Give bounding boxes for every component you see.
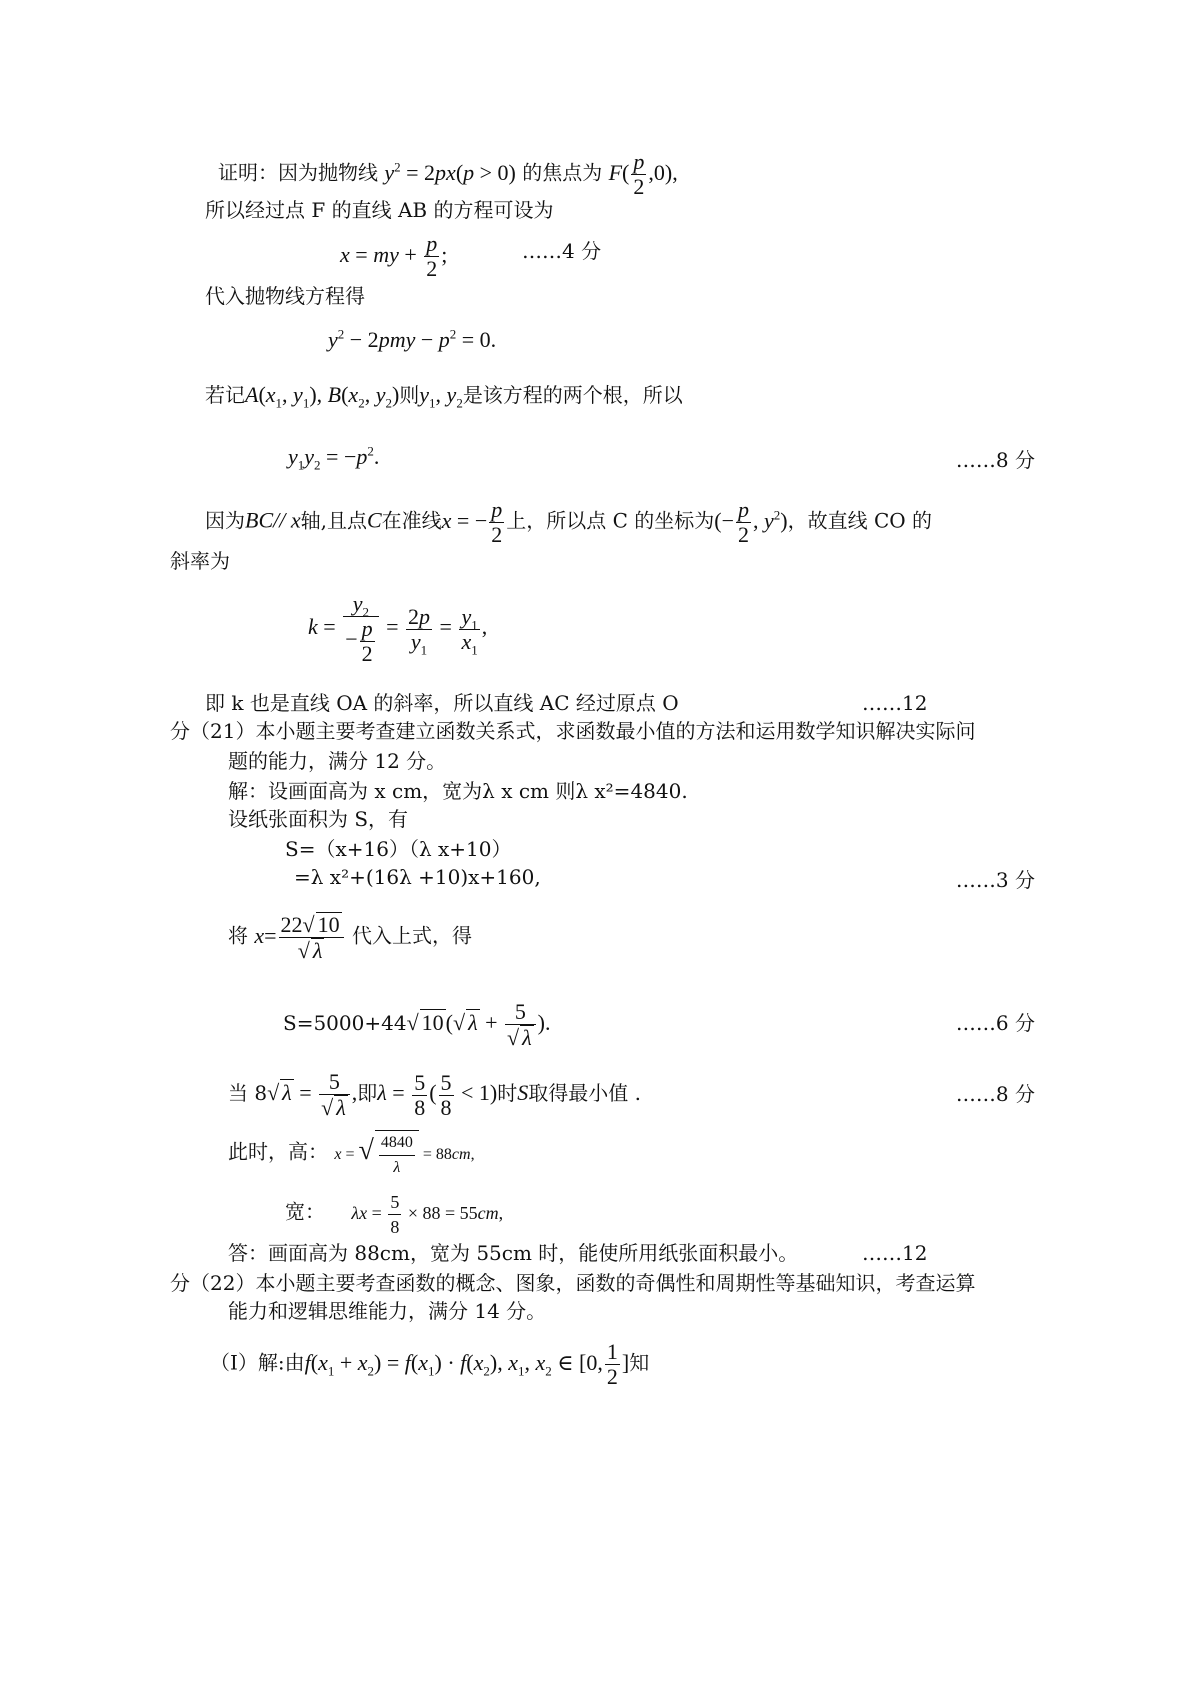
proof-line-8 xyxy=(205,498,932,547)
substitute-text: 代入抛物线方程得 xyxy=(205,284,365,308)
score-8: ……8 分 xyxy=(955,1082,1035,1106)
proof-line-3 xyxy=(340,232,447,281)
when-then-text: 时 xyxy=(497,1081,518,1106)
q21-substitute xyxy=(228,912,472,963)
proof-line-9 xyxy=(170,548,230,574)
proof-line-7 xyxy=(288,443,380,473)
score-12-proof: ……12 xyxy=(862,691,928,715)
line-ab-text: 所以经过点 F 的直线 AB 的方程可设为 xyxy=(205,198,554,222)
q21-solution: 解：设画面高为 x cm，宽为λ x cm 则λ x²=4840. xyxy=(228,779,688,803)
proof-line-4 xyxy=(205,283,365,309)
points-ab: $A(x_1$, $y_1$), $B(x_2$, $y_2$) xyxy=(245,382,400,411)
q21-s-final xyxy=(283,1000,550,1050)
q22-part1 xyxy=(210,1340,649,1389)
q21-area-intro: 设纸张面积为 S，有 xyxy=(228,807,409,831)
q21-heading: 分（21）本小题主要考查建立函数关系式，求函数最小值的方法和运用数学知识解决实际问 xyxy=(170,719,976,743)
width-formula: λx = $\frac{5}{8}$ × 88 = 55cm, xyxy=(351,1192,504,1237)
s-final-expression: √ 10(√ λ + $\frac{5}{√ \lambda}$ ). xyxy=(406,999,551,1050)
min-text: 取得最小值 . xyxy=(528,1081,641,1106)
proof-line-10 xyxy=(308,592,487,666)
height-formula: x = √ $\frac{4840}{\lambda}$ = 88cm, xyxy=(334,1146,474,1163)
proof-line-2 xyxy=(205,197,553,223)
then-text: 则 xyxy=(399,383,420,407)
roots: $y_1$, $y_2$ xyxy=(419,382,463,411)
score-4: ……4 分 xyxy=(522,239,602,263)
proof-line-1 xyxy=(218,150,678,199)
x-value: x= $\frac{22√ 10}{√ \lambda}$ xyxy=(254,923,345,948)
note-text: 若记 xyxy=(205,383,245,407)
when-equation: √ λ = $\frac{5}{√ \lambda}$ , xyxy=(267,1069,358,1120)
point-c: C xyxy=(366,507,382,533)
because-text: 因为 xyxy=(205,508,245,533)
i-e-text: 即 xyxy=(357,1081,378,1106)
substitute-word: 将 xyxy=(228,923,248,948)
height-label: 此时，高： xyxy=(228,1139,328,1164)
substitute-text: 代入上式，得 xyxy=(351,923,472,948)
directrix-text: 在准线 xyxy=(381,508,442,533)
slope-text: 斜率为 xyxy=(170,549,230,573)
proof-line-11 xyxy=(205,690,679,716)
product-of-roots: $y_1y_2 = -p^2$. xyxy=(288,443,380,473)
score-8-proof: ……8 分 xyxy=(955,448,1035,472)
proof-intro: 证明：因为抛物线 xyxy=(218,160,378,185)
know-text: 知 xyxy=(629,1350,650,1375)
q21-answer: 答：画面高为 88cm，宽为 55cm 时，能使所用纸张面积最小。 xyxy=(228,1241,799,1265)
q22-heading-2: 能力和逻辑思维能力，满分 14 分。 xyxy=(228,1299,547,1323)
q21-area-eq-1: S=（x+16）（λ x+10） xyxy=(285,837,512,861)
coordinate-text: 上，所以点 C 的坐标为 xyxy=(506,508,715,533)
conclusion-text: 即 k 也是直线 OA 的斜率，所以直线 AC 经过原点 O xyxy=(205,691,679,715)
line-co-text: ，故直线 CO 的 xyxy=(787,508,933,533)
focus-coordinate: F( $\frac{p}{2}$ ,0), xyxy=(608,149,678,199)
width-label: 宽： xyxy=(285,1199,325,1224)
parabola-equation: $y^2 = 2px(p > 0)$ xyxy=(384,159,516,185)
lambda-value: λ = $\frac{5}{8}$ ( $\frac{5}{8}$ < 1) xyxy=(377,1069,498,1120)
s-symbol: S xyxy=(517,1080,529,1106)
q21-height xyxy=(228,1130,475,1180)
q21-heading-2: 题的能力，满分 12 分。 xyxy=(228,749,447,773)
q21-when xyxy=(228,1070,641,1120)
q21-width xyxy=(285,1190,503,1239)
axis-text: 轴,且点 xyxy=(300,508,367,533)
directrix-equation: x = − $\frac{p}{2}$ xyxy=(441,497,503,547)
score-12-q21: ……12 xyxy=(862,1241,928,1265)
bc-parallel: BC// x xyxy=(245,507,301,533)
q22-heading: 分（22）本小题主要考查函数的概念、图象，函数的奇偶性和周期性等基础知识，考查运算 xyxy=(170,1271,976,1295)
score-3: ……3 分 xyxy=(955,868,1035,892)
part1-text: （Ⅰ）解:由 xyxy=(210,1350,305,1375)
s-final-text: S=5000+44 xyxy=(283,1011,407,1036)
slope-formula: k = $y_2$ − $\frac{p}{2}$ = $\frac{2p}{y_1}$ = $\frac{y_1}{x_1}$ , xyxy=(308,591,488,666)
point-c-coordinate: (− $\frac{p}{2}$ , $y^2$) xyxy=(714,497,788,547)
proof-line-6 xyxy=(205,382,683,411)
functional-equation: $f(x_1 + x_2) = f(x_1) \cdot f(x_2)$, $x_1$, $x_2$ ∈ [0, $\frac{1}{2}$ ] xyxy=(304,1339,630,1389)
proof-line-5 xyxy=(328,327,496,353)
line-ab-equation: x = my + $\frac{p}{2}$ ; xyxy=(340,231,448,281)
q21-area-eq-2: =λ x²+(16λ +10)x+160, xyxy=(294,865,541,889)
roots-text: 是该方程的两个根，所以 xyxy=(462,383,683,407)
score-6: ……6 分 xyxy=(955,1011,1035,1035)
quadratic-equation: $y^2 - 2pmy - p^2 = 0$. xyxy=(328,326,497,352)
when-text: 当 8 xyxy=(228,1081,268,1106)
focus-text: 的焦点为 xyxy=(522,160,603,185)
